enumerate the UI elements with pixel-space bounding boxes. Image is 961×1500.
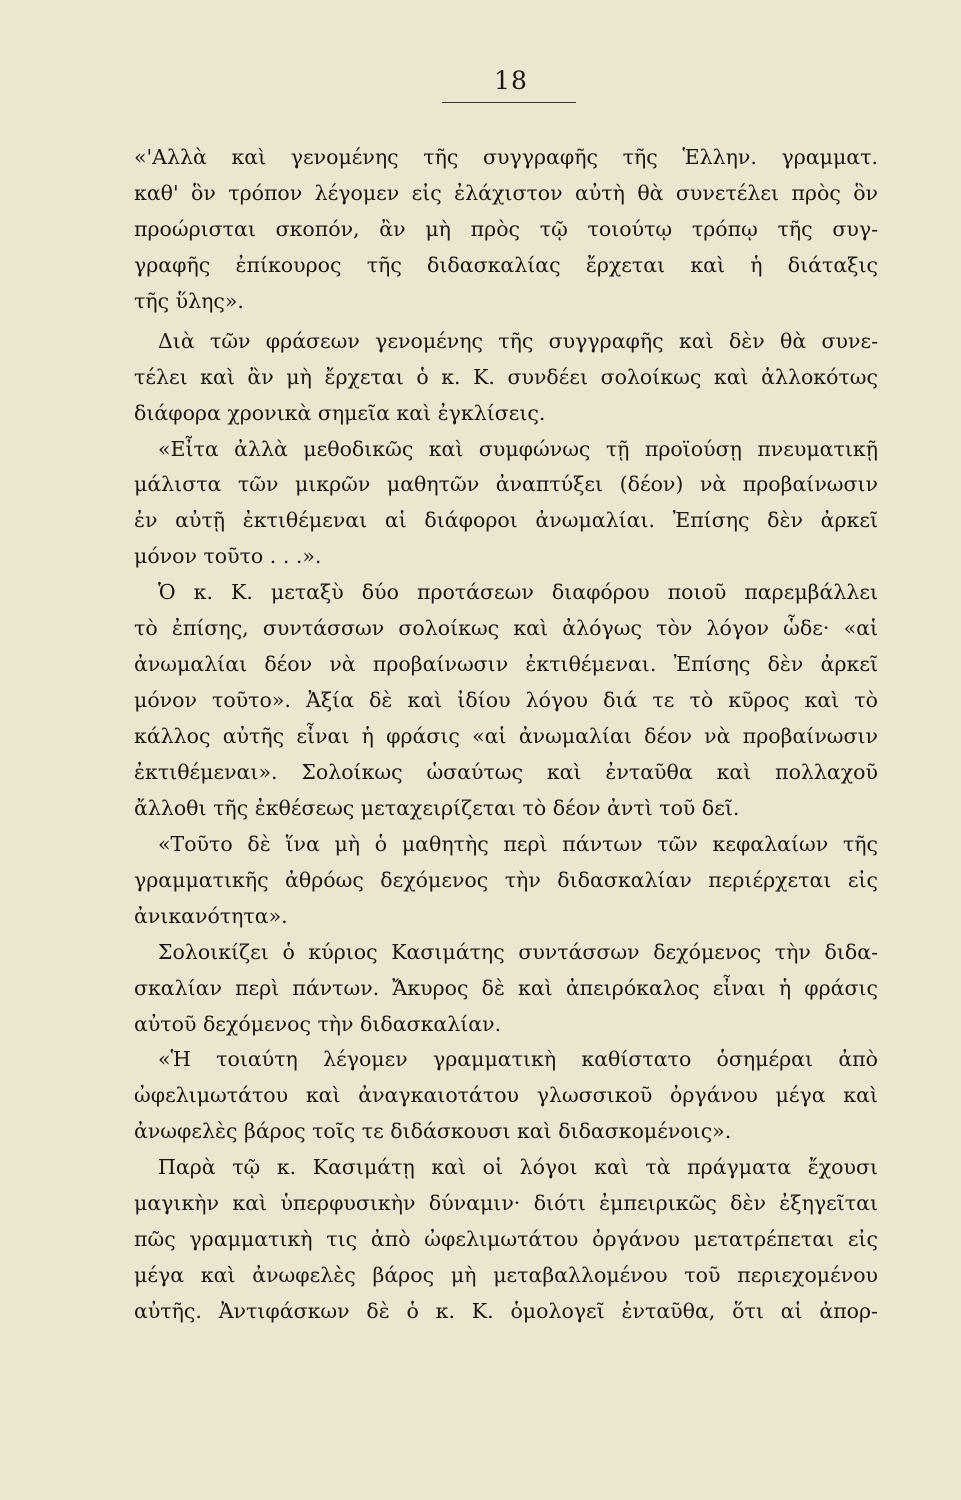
text-line: ἐκτιθέμεναι». Σολοίκως ὡσαύτως καὶ ἐνταῦθα καὶ πολλαχοῦ	[134, 759, 878, 784]
body-text	[134, 140, 878, 1330]
text-line: ἀνωμαλίαι δέον νὰ προβαίνωσιν ἐκτιθέμεναι. Ἐπίσης δὲν ἀρκεῖ	[134, 652, 878, 677]
text-line: «'Αλλὰ καὶ γενομένης τῆς συγγραφῆς τῆς Ἑλλην. γραμματ.	[134, 145, 878, 169]
text-line: τῆς ὕλης».	[134, 288, 244, 313]
text-line: Διὰ τῶν φράσεων γενομένης τῆς συγγραφῆς καὶ δὲν θὰ συνε-	[158, 328, 878, 353]
text-line: ὠφελιμωτάτου καὶ ἀναγκαιοτάτου γλωσσικοῦ ὀργάνου μέγα καὶ	[134, 1083, 878, 1108]
text-line: ἄλλοθι τῆς ἐκθέσεως μεταχειρίζεται τὸ δέον ἀντὶ τοῦ δεῖ.	[134, 795, 740, 820]
text-line: προώρισται σκοπόν, ἂν μὴ πρὸς τῷ τοιούτῳ τρόπῳ τῆς συγ-	[134, 216, 878, 241]
text-line: ἐν αὐτῇ ἐκτιθέμεναι αἱ διάφοροι ἀνωμαλίαι. Ἐπίσης δὲν ἀρκεῖ	[134, 508, 878, 533]
text-line: «Τοῦτο δὲ ἵνα μὴ ὁ μαθητὴς περὶ πάντων τῶν κεφαλαίων τῆς	[158, 831, 878, 856]
text-line: μόνον τοῦτο». Ἀξία δὲ καὶ ἰδίου λόγου διά τε τὸ κῦρος καὶ τὸ	[134, 688, 878, 713]
page-number: 18	[494, 66, 528, 95]
text-line: διάφορα χρονικὰ σημεῖα καὶ ἐγκλίσεις.	[134, 400, 546, 425]
text-line: τέλει καὶ ἂν μὴ ἔρχεται ὁ κ. Κ. συνδέει σολοίκως καὶ ἀλλοκότως	[134, 364, 878, 389]
text-line: πῶς γραμματικὴ τις ἀπὸ ὠφελιμωτάτου ὀργάνου μετατρέπεται εἰς	[134, 1227, 878, 1252]
text-line: Σολοικίζει ὁ κύριος Κασιμάτης συντάσσων δεχόμενος τὴν διδα-	[158, 939, 878, 964]
text-line: μάλιστα τῶν μικρῶν μαθητῶν ἀναπτύξει (δέον) νὰ προβαίνωσιν	[134, 472, 878, 497]
text-line: «Ἡ τοιαύτη λέγομεν γραμματικὴ καθίστατο ὁσημέραι ἀπὸ	[158, 1047, 878, 1072]
text-line: «Εἶτα ἀλλὰ μεθοδικῶς καὶ συμφώνως τῇ προϊούσῃ πνευματικῇ	[158, 436, 878, 461]
text-line: μέγα καὶ ἀνωφελὲς βάρος μὴ μεταβαλλομένου τοῦ περιεχομένου	[134, 1263, 878, 1288]
text-line: γραφῆς ἐπίκουρος τῆς διδασκαλίας ἔρχεται καὶ ἡ διάταξις	[134, 252, 878, 277]
text-line: τὸ ἐπίσης, συντάσσων σολοίκως καὶ ἀλόγως τὸν λόγον ὧδε· «αἱ	[134, 616, 878, 641]
text-line: Ὁ κ. Κ. μεταξὺ δύο προτάσεων διαφόρου ποιοῦ παρεμβάλλει	[158, 580, 878, 605]
text-line: αὐτοῦ δεχόμενος τὴν διδασκαλίαν.	[134, 1011, 502, 1036]
text-line: αὐτῆς. Ἀντιφάσκων δὲ ὁ κ. Κ. ὁμολογεῖ ἐνταῦθα, ὅτι αἱ ἀπορ-	[134, 1299, 878, 1323]
text-line: σκαλίαν περὶ πάντων. Ἄκυρος δὲ καὶ ἀπειρόκαλος εἶναι ἡ φράσις	[134, 975, 878, 1000]
text-line: μαγικὴν καὶ ὑπερφυσικὴν δύναμιν· διότι ἐμπειρικῶς δὲν ἐξηγεῖται	[134, 1191, 878, 1216]
text-line: Παρὰ τῷ κ. Κασιμάτῃ καὶ οἱ λόγοι καὶ τὰ πράγματα ἔχουσι	[158, 1155, 878, 1180]
text-line: μόνον τοῦτο . . .».	[134, 544, 322, 569]
text-line: καθ' ὃν τρόπον λέγομεν εἰς ἐλάχιστον αὐτὴ θὰ συνετέλει πρὸς ὃν	[134, 180, 878, 205]
header-rule	[442, 102, 576, 103]
text-line: ἀνικανότητα».	[134, 903, 288, 928]
text-line: γραμματικῆς ἀθρόως δεχόμενος τὴν διδασκαλίαν περιέρχεται εἰς	[134, 867, 878, 892]
text-line: ἀνωφελὲς βάρος τοῖς τε διδάσκουσι καὶ διδασκομένοις».	[134, 1119, 732, 1144]
text-line: κάλλος αὐτῆς εἶναι ἡ φράσις «αἱ ἀνωμαλίαι δέον νὰ προβαίνωσιν	[134, 724, 878, 748]
